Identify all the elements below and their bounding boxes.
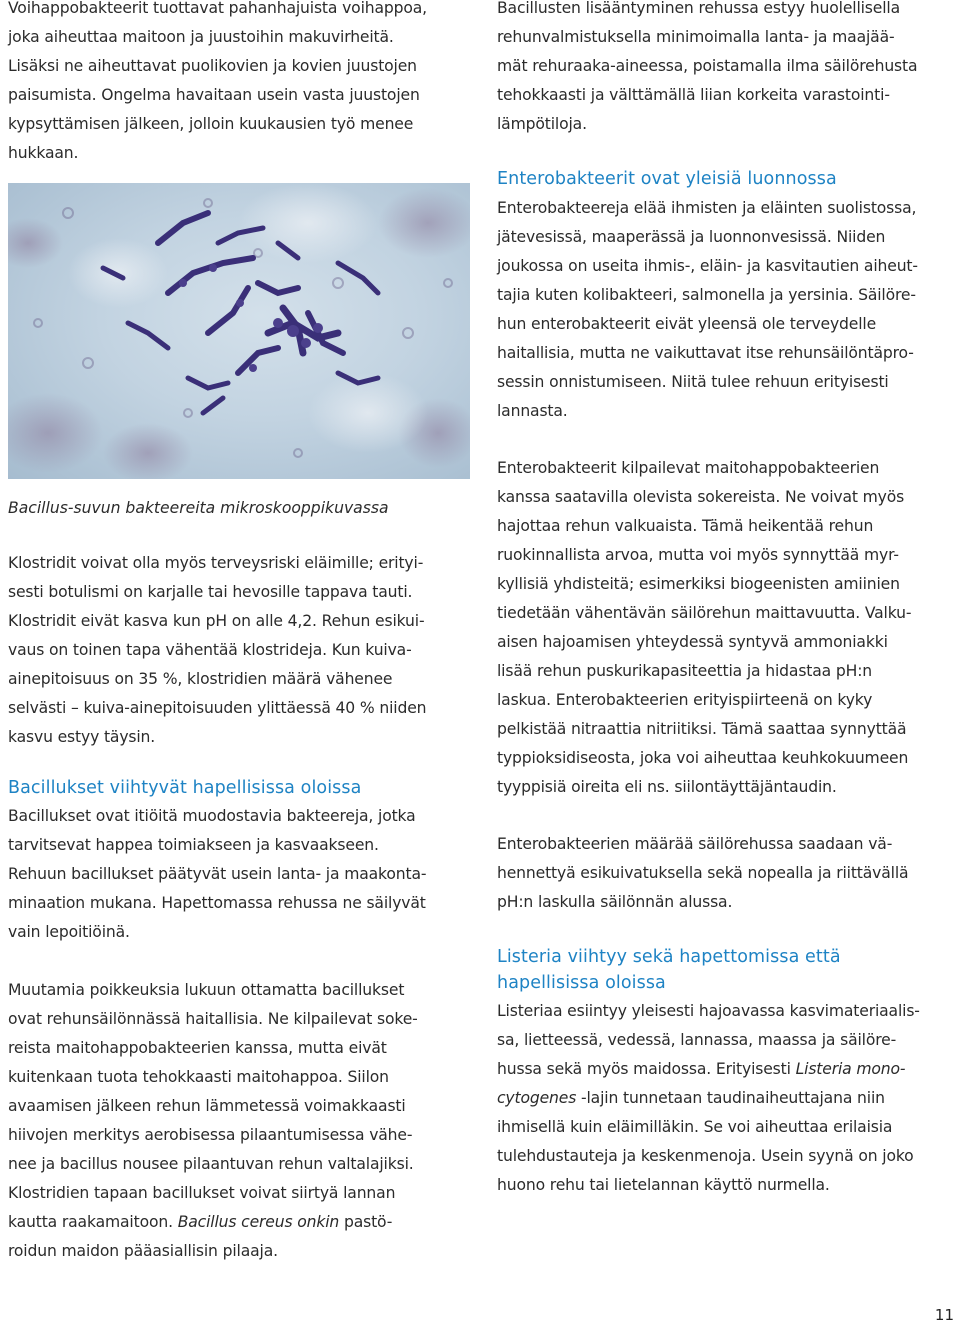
enterobacteria-competition-paragraph: Enterobakteerit kilpailevat maitohappobakteerien kanssa saatavilla olevista sokereista. Ne voivat myös hajottaa rehun valkuaista. Tämä heikentää rehun ruokinnallista arvoa, mutta voi myös synnyttää myr- kyllisiä yhdisteitä; esimerkiksi biogeenisten amiinien tiedetään vähentävän säilörehun maittavuutta. Valku- aisen hajoamisen yhteydessä syntyvä ammoniakki lisää rehun puskurikapasiteettia ja hidastaa pH:n laskua. Enterobakteerien erityispiirteenä on kyky pelkistää nitraattia nitriitiksi. Tämä saattaa synnyttää typpioksidiseosta, joka voi aiheuttaa keuhkokuumeen tyyppisiä oireita eli ns. siilontäyttäjäntaudin. bbox=[497, 459, 912, 796]
image-caption: Bacillus-suvun bakteereita mikroskooppikuvassa bbox=[8, 499, 389, 517]
bacillus-heading: Bacillukset viihtyvät hapellisissa oloissa bbox=[8, 778, 362, 798]
intro-paragraph: Voihappobakteerit tuottavat pahanhajuista voihappoa, joka aiheuttaa maitoon ja juustoihin makuvirheitä. Lisäksi ne aiheuttavat puolikovien ja kovien juustojen paisumista. Ongelma havaitaan usein vasta juustojen kypsyttämisen jälkeen, jolloin kuukausien työ menee hukkaan. bbox=[8, 0, 427, 162]
bacillus-prevention-paragraph: Bacillusten lisääntyminen rehussa estyy huolellisella rehunvalmistuksella minimoimalla lanta- ja maajää- mät rehuraaka-aineessa, poistamalla ilma säilörehusta tehokkaasti ja välttämällä liian korkeita varastointi- lämpötiloja. bbox=[497, 0, 918, 133]
clostridia-paragraph: Klostridit voivat olla myös terveysriski eläimille; erityi- sesti botulismi on karjalle tai hevosille tappava tauti. Klostridit eivät kasva kun pH on alle 4,2. Rehun esikui- vaus on toinen tapa vähentää klostrideja. Kun kuiva- ainepitoisuus on 35 %, klostridien määrä vähenee selvästi – kuiva-ainepitoisuuden ylittäessä 40 % niiden kasvu estyy täysin. bbox=[8, 554, 427, 746]
listeria-heading: Listeria viihtyy sekä hapettomissa että hapellisissa oloissa bbox=[497, 947, 841, 993]
bacteria-micrograph-graphic bbox=[8, 183, 470, 479]
listeria-paragraph: Listeriaa esiintyy yleisesti hajoavassa kasvimateriaalis- sa, lietteessä, vedessä, lannassa, maassa ja säilöre- hussa sekä myös maidossa. Erityisesti Listeria mono- cytogenes -lajin tunnetaan taudinaiheuttajana niin ihmisellä kuin eläimilläkin. Se voi aiheuttaa erilaisia tulehdustauteja ja keskenmenoja. Usein syynä on joko huono rehu tai lietelannan käyttö nurmella. bbox=[497, 1002, 920, 1194]
microscope-image bbox=[8, 183, 470, 479]
enterobacteria-heading: Enterobakteerit ovat yleisiä luonnossa bbox=[497, 169, 837, 189]
bacillus-paragraph: Bacillukset ovat itiöitä muodostavia bakteereja, jotka tarvitsevat happea toimiakseen ja kasvaakseen. Rehuun bacillukset päätyvät usein lanta- ja maakonta- minaation mukana. Hapettomassa rehussa ne säilyvät vain lepoitiöinä. bbox=[8, 807, 427, 941]
enterobacteria-paragraph: Enterobakteereja elää ihmisten ja eläinten suolistossa, jätevesissä, maaperässä ja luonnonvesissä. Niiden joukossa on useita ihmis-, eläin- ja kasvitautien aiheut- tajia kuten kolibakteeri, salmonella ja yersinia. Säilöre- hun enterobakteerit eivät yleensä ole terveydelle haitallisia, mutta ne vaikuttavat itse rehunsäilöntäpro- sessin onnistumiseen. Niitä tulee rehuun erityisesti lannasta. bbox=[497, 199, 918, 420]
bacillus-exceptions-paragraph: Muutamia poikkeuksia lukuun ottamatta bacillukset ovat rehunsäilönnässä haitallisia. Ne kilpailevat soke- reista maitohappobakteerien kanssa, mutta eivät kuitenkaan tuota tehokkaasti maitohappoa. Siilon avaamisen jälkeen rehun lämmetessä voimakkaasti hiivojen merkitys aerobisessa pilaantumisessa vähe- nee ja bacillus nousee pilaantuvan rehun valtalajiksi. Klostridien tapaan bacillukset voivat siirtyä lannan kautta raakamaitoon. Bacillus cereus onkin pastö- roidun maidon pääasiallisin pilaaja. bbox=[8, 981, 418, 1260]
enterobacteria-reduction-paragraph: Enterobakteerien määrää säilörehussa saadaan vä- hennettyä esikuivatuksella sekä nopealla ja riittävällä pH:n laskulla säilönnän alussa. bbox=[497, 835, 909, 911]
page-number: 11 bbox=[934, 1306, 954, 1324]
